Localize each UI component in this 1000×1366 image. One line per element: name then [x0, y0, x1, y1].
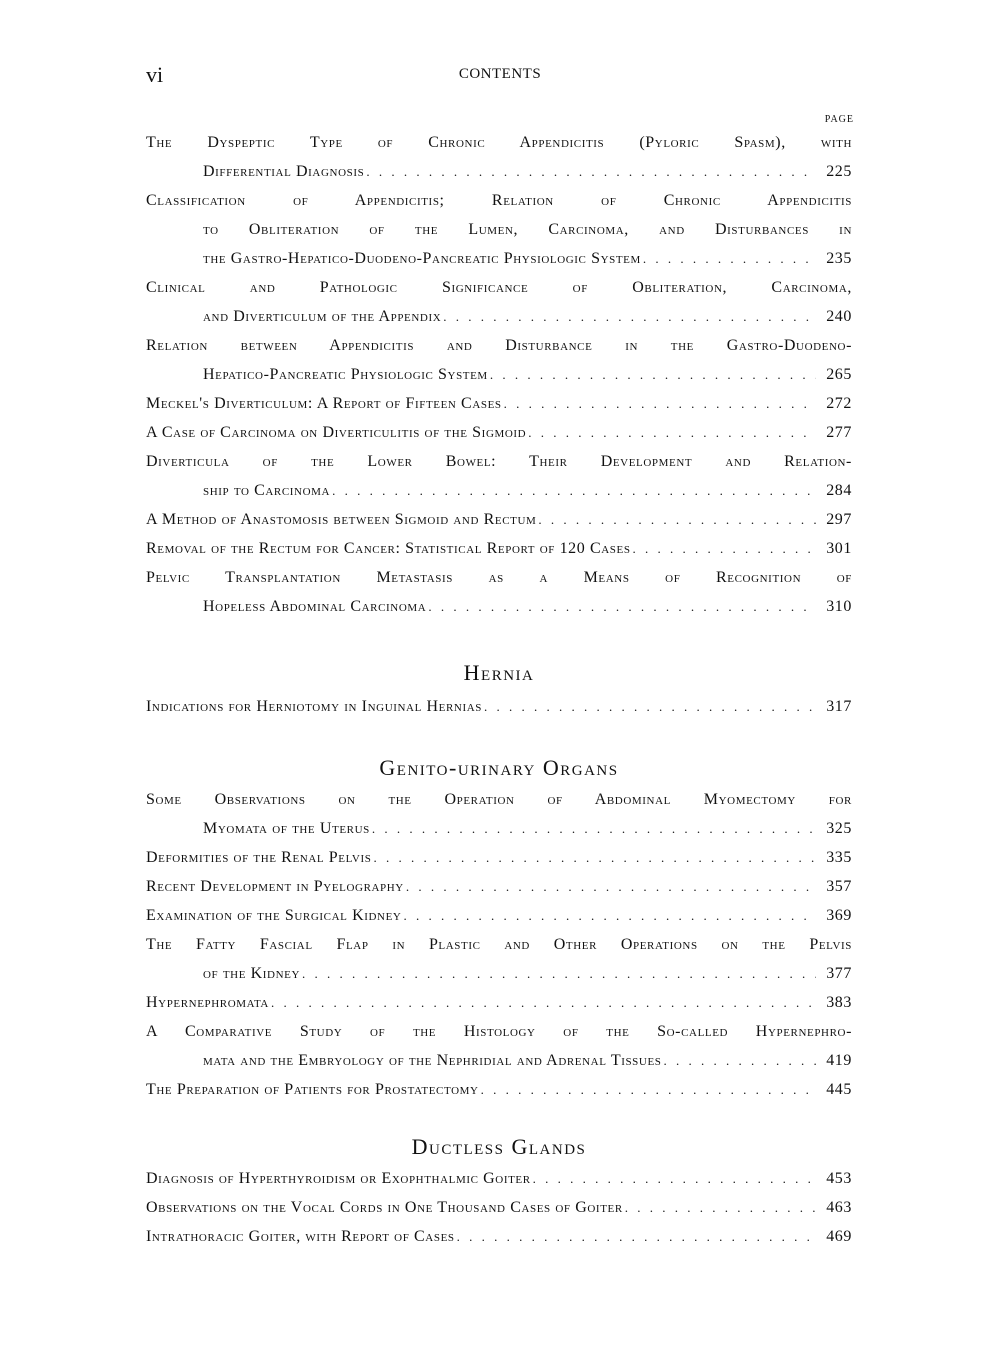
leader-dots — [372, 814, 816, 843]
toc-page-number: 377 — [826, 965, 852, 982]
toc-entry-line: The Dyspeptic Type of Chronic Appendicitis (Pyloric Spasm), with — [146, 134, 852, 151]
toc-entry[interactable] — [146, 418, 852, 447]
toc-entry-line: Classification of Appendicitis; Relation of Chronic Appendicitis — [146, 192, 852, 209]
toc-entry-final-line: ship to Carcinoma . . . 284 — [146, 476, 852, 505]
leader-dots — [490, 360, 816, 389]
toc-entry-final-line: Diagnosis of Hyperthyroidism or Exophthalmic Goiter . . . 453 — [146, 1164, 852, 1193]
toc-entry[interactable] — [146, 1164, 852, 1193]
leader-dots — [643, 244, 816, 273]
section-heading: Hernia — [463, 660, 535, 685]
toc-entry[interactable] — [146, 1017, 852, 1075]
toc-entry[interactable] — [146, 692, 852, 721]
leader-dots — [271, 988, 816, 1017]
toc-entry-line: to Obliteration of the Lumen, Carcinoma, and Disturbances in — [203, 221, 852, 238]
section-heading: Ductless Glands — [411, 1134, 587, 1159]
page-title: CONTENTS — [458, 66, 542, 82]
toc-entry-line: Diverticula of the Lower Bowel: Their Development and Relation- — [146, 453, 852, 470]
toc-entry-final-line: Meckel's Diverticulum: A Report of Fifteen Cases . . . 272 — [146, 389, 852, 418]
toc-page-number: 265 — [826, 366, 852, 383]
toc-page-number: 301 — [826, 540, 852, 557]
toc-page-number: 469 — [826, 1228, 852, 1245]
toc-page-number: 284 — [826, 482, 852, 499]
running-head — [0, 62, 1000, 92]
toc-entry[interactable] — [146, 930, 852, 988]
toc-entry[interactable] — [146, 186, 852, 273]
leader-dots — [481, 1075, 816, 1104]
toc-page-number: 445 — [826, 1081, 852, 1098]
toc-entry-line: Pelvic Transplantation Metastasis as a Means of Recognition of — [146, 569, 852, 586]
toc-entry-final-line: Hepatico-Pancreatic Physiologic System . . . 265 — [146, 360, 852, 389]
toc-page-number: 325 — [826, 820, 852, 837]
leader-dots — [406, 872, 816, 901]
toc-entry-line: Relation between Appendicitis and Disturbance in the Gastro-Duodeno- — [146, 337, 852, 354]
toc-entry-final-line: The Preparation of Patients for Prostatectomy . . . 445 — [146, 1075, 852, 1104]
toc-entry[interactable] — [146, 988, 852, 1017]
toc-entry-final-line: Myomata of the Uterus . . . 325 — [146, 814, 852, 843]
toc-page-number: 317 — [826, 698, 852, 715]
toc-entry[interactable] — [146, 505, 852, 534]
toc-page-number: 453 — [826, 1170, 852, 1187]
leader-dots — [484, 692, 816, 721]
toc-page-number: 225 — [826, 163, 852, 180]
leader-dots — [373, 843, 816, 872]
toc-entry-final-line: Observations on the Vocal Cords in One Thousand Cases of Goiter . . . 463 — [146, 1193, 852, 1222]
toc-entry[interactable] — [146, 1193, 852, 1222]
toc-entry[interactable] — [146, 843, 852, 872]
section-genito-urinary — [146, 755, 852, 1104]
toc-page-number: 419 — [826, 1052, 852, 1069]
section-ductless-glands — [146, 1134, 852, 1251]
toc-entry-final-line: Indications for Herniotomy in Inguinal Hernias . . . 317 — [146, 692, 852, 721]
toc-entry-final-line: of the Kidney . . . 377 — [146, 959, 852, 988]
page-column-label: PAGE — [824, 114, 854, 125]
toc-entry-final-line: Removal of the Rectum for Cancer: Statistical Report of 120 Cases . . . 301 — [146, 534, 852, 563]
toc-page-number: 240 — [826, 308, 852, 325]
toc-page-number: 463 — [826, 1199, 852, 1216]
leader-dots — [538, 505, 816, 534]
leader-dots — [504, 389, 816, 418]
toc-entry[interactable] — [146, 447, 852, 505]
leader-dots — [443, 302, 816, 331]
toc-page-number: 383 — [826, 994, 852, 1011]
toc-entry-final-line: Differential Diagnosis . . . 225 — [146, 157, 852, 186]
toc-page-number: 357 — [826, 878, 852, 895]
toc-entry[interactable] — [146, 1222, 852, 1251]
toc-entry-final-line: Hypernephromata . . . 383 — [146, 988, 852, 1017]
toc-entry[interactable] — [146, 534, 852, 563]
toc-entry[interactable] — [146, 563, 852, 621]
toc-page-number: 272 — [826, 395, 852, 412]
toc-entry[interactable] — [146, 872, 852, 901]
toc-page-number: 235 — [826, 250, 852, 267]
leader-dots — [528, 418, 816, 447]
section-heading: Genito-urinary Organs — [379, 755, 619, 780]
leader-dots — [625, 1193, 816, 1222]
toc-entry[interactable] — [146, 331, 852, 389]
toc-entry[interactable] — [146, 273, 852, 331]
toc-entry-line: Clinical and Pathologic Significance of Obliteration, Carcinoma, — [146, 279, 852, 296]
page-number: vi — [146, 62, 164, 87]
toc-entry[interactable] — [146, 901, 852, 930]
toc-entry-final-line: A Method of Anastomosis between Sigmoid and Rectum . . . 297 — [146, 505, 852, 534]
toc-page-number: 297 — [826, 511, 852, 528]
toc-entry-final-line: mata and the Embryology of the Nephridial and Adrenal Tissues . . . 419 — [146, 1046, 852, 1075]
toc-entry-final-line: Hopeless Abdominal Carcinoma . . . 310 — [146, 592, 852, 621]
leader-dots — [633, 534, 816, 563]
leader-dots — [533, 1164, 816, 1193]
section-appendix — [146, 128, 852, 621]
toc-entry-line: Some Observations on the Operation of Abdominal Myomectomy for — [146, 791, 852, 808]
toc-entry-line: The Fatty Fascial Flap in Plastic and Other Operations on the Pelvis — [146, 936, 852, 953]
toc-entry[interactable] — [146, 128, 852, 186]
toc-page-number: 310 — [826, 598, 852, 615]
leader-dots — [302, 959, 816, 988]
section-hernia — [146, 660, 852, 721]
toc-entry-final-line: Examination of the Surgical Kidney . . . 369 — [146, 901, 852, 930]
leader-dots — [663, 1046, 816, 1075]
leader-dots — [428, 592, 816, 621]
toc-entry-final-line: A Case of Carcinoma on Diverticulitis of the Sigmoid . . . 277 — [146, 418, 852, 447]
toc-entry-final-line: Intrathoracic Goiter, with Report of Cases . . . 469 — [146, 1222, 852, 1251]
leader-dots — [403, 901, 816, 930]
leader-dots — [457, 1222, 816, 1251]
toc-page-number: 335 — [826, 849, 852, 866]
toc-entry[interactable] — [146, 785, 852, 843]
toc-entry[interactable] — [146, 1075, 852, 1104]
toc-page-number: 369 — [826, 907, 852, 924]
toc-entry-final-line: the Gastro-Hepatico-Duodeno-Pancreatic Physiologic System . . . 235 — [146, 244, 852, 273]
leader-dots — [366, 157, 816, 186]
toc-entry-line: A Comparative Study of the Histology of the So-called Hypernephro- — [146, 1023, 852, 1040]
toc-entry-final-line: and Diverticulum of the Appendix . . . 240 — [146, 302, 852, 331]
toc-entry[interactable] — [146, 389, 852, 418]
leader-dots — [332, 476, 816, 505]
toc-entry-final-line: Deformities of the Renal Pelvis . . . 335 — [146, 843, 852, 872]
toc-page-number: 277 — [826, 424, 852, 441]
toc-entry-final-line: Recent Development in Pyelography . . . 357 — [146, 872, 852, 901]
